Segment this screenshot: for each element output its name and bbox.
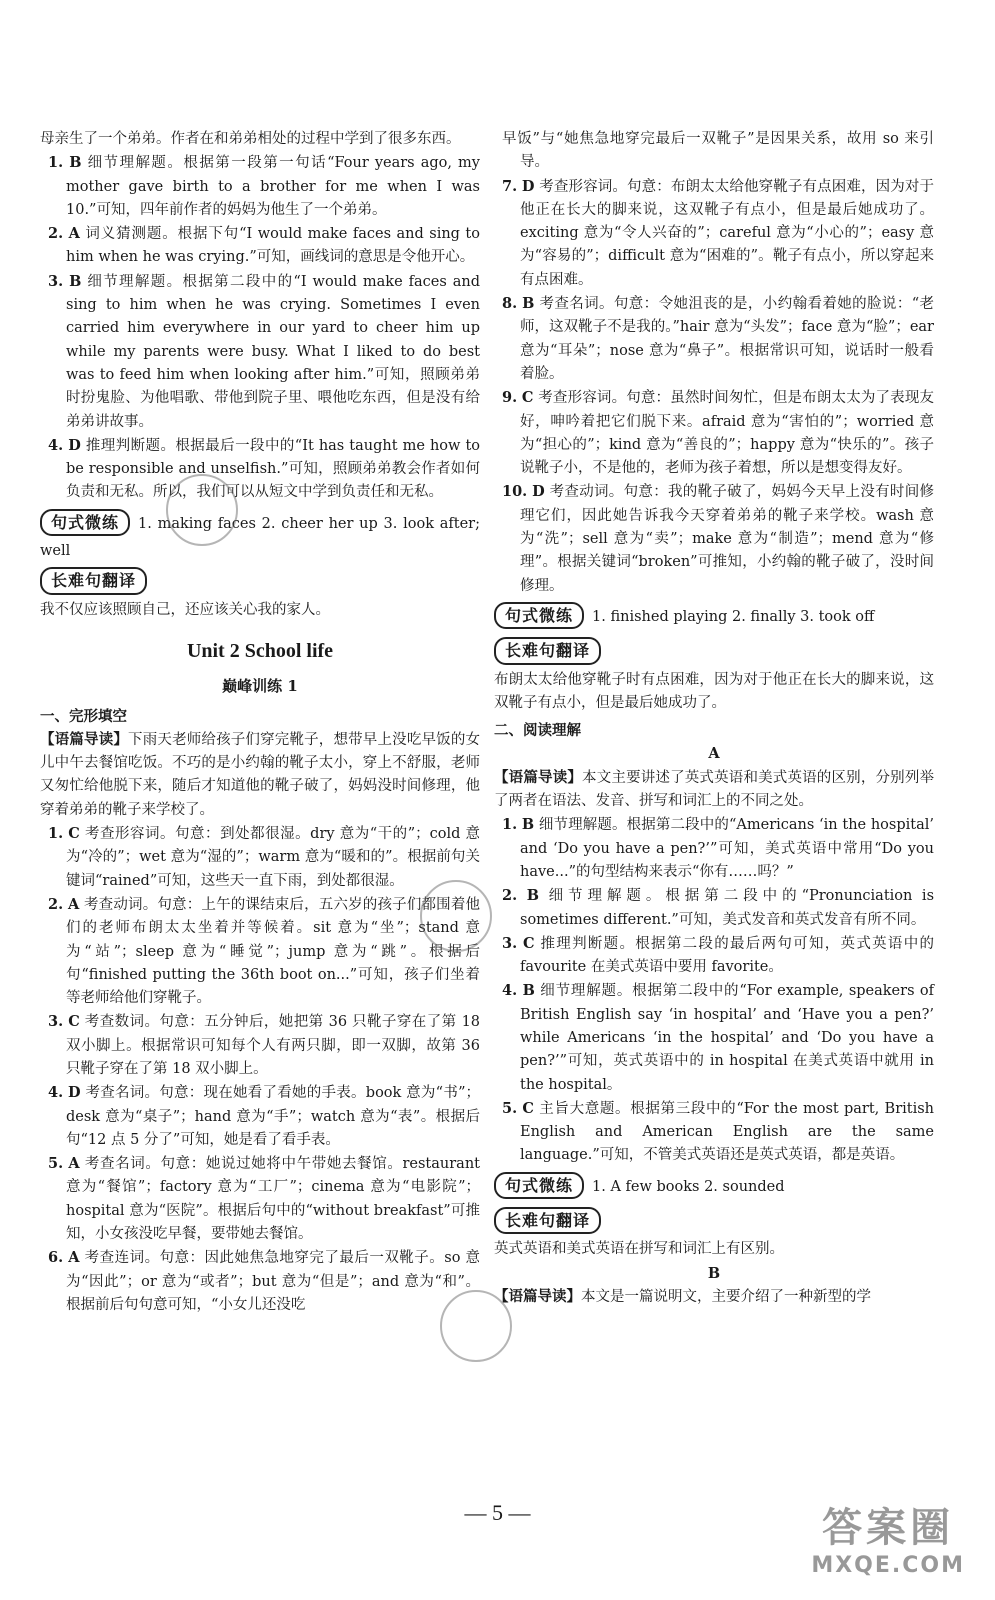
item-explanation: 考查数词。句意：五分钟后，她把第 36 只靴子穿在了第 18 双小脚上。根据常识可知每个人有两只脚，即一双脚，故第 36 只靴子穿在了第 18 双小脚上。 xyxy=(66,1014,481,1077)
item-number: 3. xyxy=(48,1013,64,1031)
item-6-continuation: 早饭”与“她焦急地穿完最后一双靴子”是因果关系，故用 so 来引导。 xyxy=(502,131,934,171)
sentence-drill-2: 句式微练 1. finished playing 2. finally 3. took off xyxy=(494,598,934,633)
item-explanation: 考查形容词。句意：到处都很湿。dry 意为“干的”；cold 意为“冷的”；wet 意为“湿的”；warm 意为“暖和的”。根据前句关键词“rained”可知，这些天一直下雨，到处都很湿。 xyxy=(66,826,480,889)
item-answer: B xyxy=(522,982,535,1000)
answer-item xyxy=(40,222,480,270)
answer-item xyxy=(494,979,934,1096)
translation-tag-row xyxy=(40,563,480,598)
item-answer: B xyxy=(521,816,535,834)
stamp-icon xyxy=(440,1290,512,1362)
translation-tag-row xyxy=(494,633,934,668)
answer-list-c xyxy=(494,175,934,598)
page-number: — 5 — xyxy=(464,1500,531,1525)
passage-letter-b: B xyxy=(707,1264,721,1282)
item-answer: C xyxy=(521,389,534,407)
section-cloze: 一、完形填空 xyxy=(40,707,127,725)
answer-list-a xyxy=(40,151,480,504)
answer-item xyxy=(40,434,480,505)
passage-letter-a: A xyxy=(708,745,720,763)
item-explanation: 细节理解题。根据第二段中的“Pronunciation is sometimes different.”可知，美式发音和英式发音有所不同。 xyxy=(520,888,935,928)
answer-item xyxy=(494,884,934,932)
item-number: 7. xyxy=(502,177,518,195)
translation-3: 英式英语和美式英语在拼写和词汇上有区别。 xyxy=(494,1241,784,1258)
answer-list-b xyxy=(40,822,480,1317)
item-explanation: 细节理解题。根据第二段中的“For example, speakers of British English say ‘in hospital’ and ‘Have you a pen?’ while Americans ‘in the hospital’ and ‘Do you have a pen?’”可知，英式英语中的 in hospital 在美式英语中就用 in the hospital。 xyxy=(520,983,935,1093)
item-answer: A xyxy=(68,1249,80,1267)
right-column xyxy=(494,128,934,1309)
answer-item xyxy=(40,893,480,1010)
intro-continuation: 母亲生了一个弟弟。作者在和弟弟相处的过程中学到了很多东西。 xyxy=(40,131,461,147)
answer-item xyxy=(40,822,480,893)
site-logo: 答案圈 MXQE.COM xyxy=(811,1505,965,1578)
answer-item xyxy=(494,932,934,980)
translation-2: 布朗太太给他穿靴子时有点困难，因为对于他正在长大的脚来说，这双靴子有点小，但是最后她成功了。 xyxy=(494,671,934,711)
item-answer: D xyxy=(532,483,545,501)
stamp-icon xyxy=(166,474,238,546)
item-answer: B xyxy=(522,295,535,313)
section-reading: 二、阅读理解 xyxy=(494,722,581,740)
item-explanation: 考查动词。句意：我的靴子破了，妈妈今天早上没有时间修理它们，因此她告诉我今天穿着弟弟的靴子来学校。wash 意为“洗”；sell 意为“卖”；make 意为“制造”；mend 意为“修理”。根据关键词“broken”可推知，小约翰的靴子破了，没时间修理。 xyxy=(520,484,935,594)
item-explanation: 推理判断题。根据最后一段中的“It has taught me how to be responsible and unselfish.”可知，照顾弟弟教会作者如何负责和无私。所以，我们可以从短文中学到负责任和无私。 xyxy=(66,437,481,501)
translation-tag: 长难句翻译 xyxy=(494,1207,601,1234)
answer-item xyxy=(40,151,480,222)
item-answer: C xyxy=(68,1013,80,1031)
answer-item xyxy=(494,292,934,386)
item-answer: B xyxy=(69,154,82,172)
answer-item xyxy=(40,1081,480,1152)
answer-item xyxy=(494,480,934,597)
item-number: 4. xyxy=(48,1084,64,1102)
item-number: 9. xyxy=(502,389,518,407)
drill-tag: 句式微练 xyxy=(494,1172,584,1199)
item-explanation: 考查名词。句意：令她沮丧的是，小约翰看着她的脸说：“老师，这双靴子不是我的。”hair 意为“头发”；face 意为“脸”；ear 意为“耳朵”；nose 意为“鼻子”。根据常识可知，说话时一般看着脸。 xyxy=(520,296,935,382)
item-explanation: 词义猜测题。根据下句“I would make faces and sing to him when he was crying.”可知，画线词的意思是令他开心。 xyxy=(66,226,480,266)
passage-guide-3: 【语篇导读】本文是一篇说明文，主要介绍了一种新型的学 xyxy=(494,1287,871,1305)
item-number: 6. xyxy=(48,1249,64,1267)
item-answer: B xyxy=(69,272,82,290)
answer-item xyxy=(494,1097,934,1168)
item-number: 4. xyxy=(502,982,518,1000)
unit-title: Unit 2 School life xyxy=(186,639,334,662)
drill-tag: 句式微练 xyxy=(40,509,130,536)
item-explanation: 考查名词。句意：她说过她将中午带她去餐馆。restaurant 意为“餐馆”；factory 意为“工厂”；cinema 意为“电影院”；hospital 意为“医院”。根据后句中的“without breakfast”可推知，小女孩没吃早餐，要带她去餐馆。 xyxy=(66,1156,480,1243)
item-answer: C xyxy=(68,825,80,843)
item-answer: A xyxy=(68,225,80,243)
item-answer: B xyxy=(526,887,539,905)
item-number: 10. xyxy=(502,483,528,501)
item-answer: D xyxy=(68,436,81,454)
item-explanation: 细节理解题。根据第二段中的“Americans ‘in the hospital’ and ‘Do you have a pen?’”可知，美式英语中常用“Do you have...”的句型结构来表示“你有……吗？” xyxy=(520,817,934,880)
item-explanation: 主旨大意题。根据第三段中的“For the most part, British English and American English are the same language.”可知，不管美式英语还是英式英语，都是英语。 xyxy=(520,1100,935,1164)
item-answer: A xyxy=(67,895,80,913)
stamp-icon xyxy=(420,880,492,952)
item-explanation: 考查形容词。句意：布朗太太给他穿靴子有点困难，因为对于他正在长大的脚来说，这双靴子有点小，但是最后她成功了。exciting 意为“令人兴奋的”；careful 意为“小心的”；easy 意为“容易的”；difficult 意为“困难的”。靴子有点小，所以穿起来有点困难。 xyxy=(520,178,935,288)
item-number: 2. xyxy=(48,895,64,913)
item-explanation: 细节理解题。根据第一段第一句话“Four years ago, my mother gave birth to a brother for me when I was 10.”可知，四年前作者的妈妈为他生了一个弟弟。 xyxy=(66,155,480,218)
translation-1: 我不仅应该照顾自己，还应该关心我的家人。 xyxy=(40,601,330,618)
item-explanation: 推理判断题。根据第二段的最后两句可知，英式英语中的 favourite 在美式英语中要用 favorite。 xyxy=(520,935,935,976)
item-number: 1. xyxy=(502,816,518,834)
item-answer: C xyxy=(522,1099,534,1117)
answer-item xyxy=(40,270,480,434)
translation-tag: 长难句翻译 xyxy=(40,567,147,594)
sentence-drill-3: 句式微练 1. A few books 2. sounded xyxy=(494,1168,934,1203)
item-explanation: 考查连词。句意：因此她焦急地穿完了最后一双靴子。so 意为“因此”；or 意为“或者”；but 意为“但是”；and 意为“和”。根据前后句句意可知，“小女儿还没吃 xyxy=(66,1250,481,1313)
item-number: 1. xyxy=(48,825,64,843)
answer-item xyxy=(40,1246,480,1317)
item-number: 5. xyxy=(48,1155,64,1173)
training-title: 巅峰训练 1 xyxy=(222,677,298,696)
item-answer: C xyxy=(523,934,535,952)
item-number: 8. xyxy=(502,295,518,313)
item-explanation: 考查名词。句意：现在她看了看她的手表。book 意为“书”；desk 意为“桌子”；hand 意为“手”；watch 意为“表”。根据后句“12 点 5 分了”可知，她是看了看手表。 xyxy=(66,1085,481,1148)
drill-tag: 句式微练 xyxy=(494,602,584,629)
answer-item xyxy=(494,813,934,884)
sentence-drill-1: 句式微练 1. making faces 2. cheer her up 3. look after; well xyxy=(40,505,480,564)
answer-item xyxy=(494,386,934,480)
item-answer: A xyxy=(68,1155,80,1173)
answer-item xyxy=(40,1010,480,1081)
item-explanation: 细节理解题。根据第二段中的“I would make faces and sing to him when he was crying. Sometimes I even carried him everywhere in our yard to cheer him up while my parents were busy. What I liked to do best was to feed him when looking after him.”可知，照顾弟弟时扮鬼脸、为他唱歌、带他到院子里、喂他吃东西，但是没有给弟弟讲故事。 xyxy=(66,273,480,430)
passage-guide-2: 【语篇导读】本文主要讲述了英式英语和美式英语的区别，分别列举了两者在语法、发音、拼写和词汇上的不同之处。 xyxy=(494,768,935,810)
answer-item xyxy=(40,1152,480,1246)
passage-guide-1: 【语篇导读】下雨天老师给孩子们穿完靴子，想带早上没吃早饭的女儿中午去餐馆吃饭。不巧的是小约翰的靴子太小，穿上不舒服，老师又匆忙给他脱下来，随后才知道他的靴子破了，妈妈没时间修理，他穿着弟弟的靴子来学校了。 xyxy=(40,730,481,818)
item-answer: D xyxy=(68,1084,81,1102)
item-number: 4. xyxy=(48,436,64,454)
item-explanation: 考查形容词。句意：虽然时间匆忙，但是布朗太太为了表现友好，呻吟着把它们脱下来。afraid 意为“害怕的”；worried 意为“担心的”；kind 意为“善良的”；happy 意为“快乐的”。孩子说靴子小，不是他的，老师为孩子着想，所以是想变得友好。 xyxy=(520,390,935,477)
item-explanation: 考查动词。句意：上午的课结束后，五六岁的孩子们都围着他们的老师布朗太太坐着并等候着。sit 意为“坐”；stand 意为“站”；sleep 意为“睡觉”；jump 意为“跳”。根据后句“finished putting the 36th boot on...”可知，孩子们坐着等老师给他们穿靴子。 xyxy=(66,896,481,1007)
item-number: 3. xyxy=(48,272,64,290)
translation-tag-row xyxy=(494,1203,934,1238)
item-number: 1. xyxy=(48,154,64,172)
answer-item xyxy=(494,175,934,292)
item-number: 2. xyxy=(502,887,518,905)
item-number: 5. xyxy=(502,1099,518,1117)
translation-tag: 长难句翻译 xyxy=(494,637,601,664)
left-column xyxy=(40,128,480,1317)
item-answer: D xyxy=(521,177,535,195)
item-number: 3. xyxy=(502,934,518,952)
item-number: 2. xyxy=(48,225,64,243)
answer-list-d xyxy=(494,813,934,1167)
